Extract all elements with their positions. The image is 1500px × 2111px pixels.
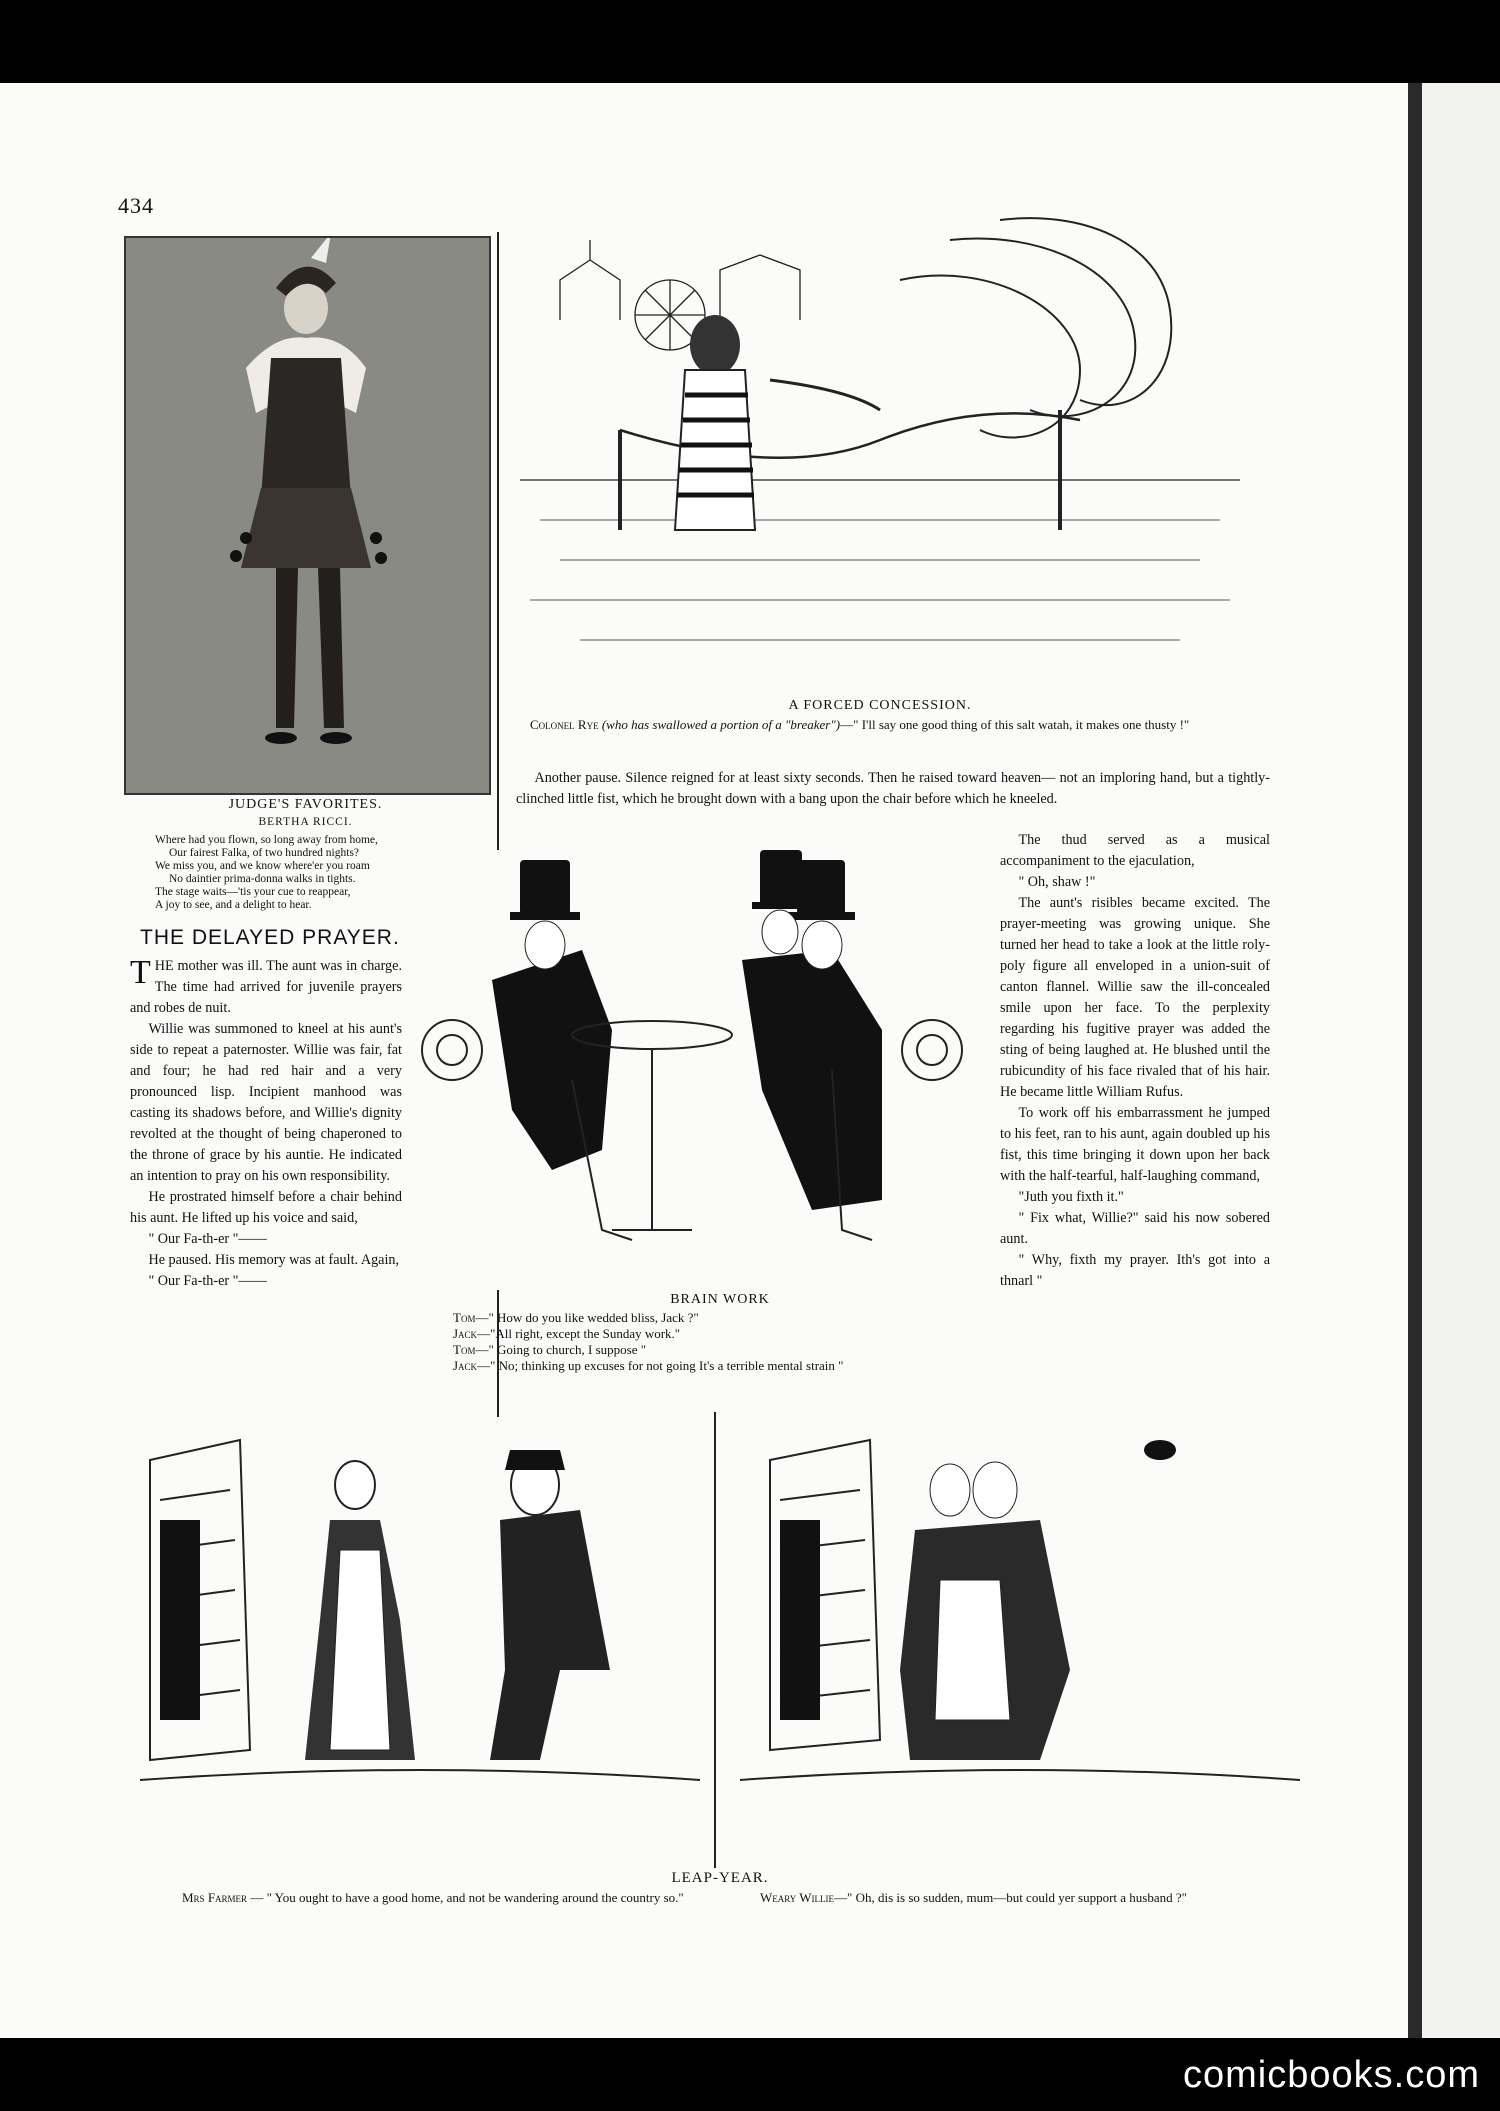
speaker-name: Jack bbox=[453, 1326, 478, 1341]
speaker-name: Tom bbox=[453, 1342, 476, 1357]
embrace-drawing bbox=[740, 1420, 1300, 1860]
dialogue-line bbox=[423, 1358, 1013, 1374]
paragraph: Willie was summoned to kneel at his aunt's side to repeat a paternoster. Willie was fair, fat and four; he had red hair and a very pronounced lisp. Incipient manhood was casting its shadows before, and Willie's dignity revolted at the thought of being chaperoned to the throne of grace by his auntie. He indicated an intention to pray on his own responsibility. bbox=[130, 1021, 402, 1184]
paragraph: " Oh, shaw !" bbox=[1018, 874, 1096, 890]
first-paragraph bbox=[130, 956, 402, 1019]
speaker-name: Tom bbox=[453, 1310, 476, 1325]
poem-line: No daintier prima-donna walks in tights. bbox=[169, 873, 356, 885]
forced-concession-caption bbox=[530, 717, 1280, 733]
favorites-subtitle: BERTHA RICCI. bbox=[258, 816, 353, 828]
brain-work-illustration bbox=[412, 850, 992, 1290]
paragraph: " Our Fa-th-er "—— bbox=[148, 1231, 267, 1247]
speaker-name: Mrs Farmer bbox=[182, 1890, 248, 1905]
delayed-prayer-headline: THE DELAYED PRAYER. bbox=[140, 926, 400, 949]
adjacent-page-edge bbox=[1422, 83, 1500, 2038]
speaker-name: Jack bbox=[453, 1358, 478, 1373]
leap-year-right-caption bbox=[724, 1890, 1294, 1906]
dialogue-line bbox=[423, 1310, 1013, 1326]
dialogue-line bbox=[423, 1326, 1013, 1342]
paragraph: "Juth you fixth it." bbox=[1018, 1189, 1124, 1205]
paragraph: To work off his embarrassment he jumped to his feet, ran to his aunt, again doubled up his fist, this time bringing it down upon her back with the half-tearful, half-laughing command, bbox=[1000, 1105, 1270, 1184]
poem-line: Where had you flown, so long away from home, bbox=[155, 834, 378, 846]
dialogue-line bbox=[423, 1342, 1013, 1358]
farmer-and-tramp-drawing bbox=[140, 1420, 700, 1860]
leap-year-right-illustration bbox=[740, 1420, 1300, 1860]
actress-figure-illustration bbox=[126, 238, 489, 793]
caption-text: — " You ought to have a good home, and not be wandering around the country so." bbox=[247, 1890, 684, 1905]
favorites-title: JUDGE'S FAVORITES. bbox=[228, 797, 383, 812]
poem-line: The stage waits—'tis your cue to reappear, bbox=[155, 886, 351, 898]
first-paragraph-text: HE mother was ill. The aunt was in charge. The time had arrived for juvenile prayers and robes de nuit. bbox=[130, 958, 402, 1016]
page-gutter bbox=[1408, 83, 1422, 2038]
page-number: 434 bbox=[118, 193, 154, 218]
site-watermark: comicbooks.com bbox=[1183, 2054, 1480, 2096]
speaker-quote: —" I'll say one good thing of this salt watah, it makes one thusty !" bbox=[840, 717, 1190, 732]
three-gentlemen-drawing bbox=[412, 850, 992, 1290]
dialogue-text: —" How do you like wedded bliss, Jack ?" bbox=[475, 1310, 699, 1325]
forced-concession-title: A FORCED CONCESSION. bbox=[788, 698, 972, 713]
paragraph: He paused. His memory was at fault. Again, bbox=[148, 1252, 400, 1268]
poem-line: A joy to see, and a delight to hear. bbox=[155, 899, 312, 911]
leap-year-left-caption bbox=[146, 1890, 706, 1906]
bertha-ricci-photo bbox=[124, 236, 491, 795]
delayed-prayer-left-column bbox=[130, 956, 402, 1292]
paragraph: Another pause. Silence reigned for at least sixty seconds. Then he raised toward heaven— not an imploring hand, but a tightly-clinched little fist, which he brought down with a bang upon the chair before which he kneeled. bbox=[516, 770, 1270, 807]
drop-cap: T bbox=[130, 954, 151, 991]
poem-line: We miss you, and we know where'er you roam bbox=[155, 860, 370, 872]
beach-wave-drawing bbox=[520, 200, 1240, 693]
poem-line: Our fairest Falka, of two hundred nights? bbox=[169, 847, 360, 859]
paragraph: The aunt's risibles became excited. The prayer-meeting was growing unique. She turned her head to take a look at the little roly-poly figure all enveloped in a union-suit of canton flannel. Willie saw the ill-concealed smile upon her face. To the perplexity regarding his fugitive prayer was added the sting of being laughed at. He blushed until the rubicundity of his face rivaled that of his hair. He became little William Rufus. bbox=[1000, 895, 1270, 1100]
speaker-note: (who has swallowed a portion of a "breaker") bbox=[601, 717, 841, 732]
speaker-name: Weary Willie bbox=[760, 1890, 835, 1905]
dialogue-text: —"All right, except the Sunday work." bbox=[477, 1326, 681, 1341]
dialogue-text: —" No; thinking up excuses for not going It's a terrible mental strain " bbox=[477, 1358, 844, 1373]
column-rule bbox=[714, 1412, 716, 1868]
delayed-prayer-right-column bbox=[1000, 830, 1270, 1292]
paragraph: He prostrated himself before a chair behind his aunt. He lifted up his voice and said, bbox=[130, 1189, 402, 1226]
caption-text: —" Oh, dis is so sudden, mum—but could yer support a husband ?" bbox=[834, 1890, 1187, 1905]
brain-work-title: BRAIN WORK bbox=[670, 1292, 770, 1307]
prayer-continuation-wide bbox=[516, 768, 1270, 810]
speaker-name: Colonel Rye bbox=[530, 717, 599, 732]
paragraph: " Why, fixth my prayer. Ith's got into a thnarl " bbox=[1000, 1252, 1270, 1289]
leap-year-title: LEAP-YEAR. bbox=[671, 1870, 769, 1886]
paragraph: " Our Fa-th-er "—— bbox=[148, 1273, 267, 1289]
paragraph: The thud served as a musical accompaniment to the ejaculation, bbox=[1000, 832, 1270, 869]
leap-year-left-illustration bbox=[140, 1420, 700, 1860]
brain-work-dialogue bbox=[423, 1310, 1013, 1374]
paragraph: " Fix what, Willie?" said his now sobered aunt. bbox=[1000, 1210, 1270, 1247]
dialogue-text: —" Going to church, I suppose " bbox=[475, 1342, 647, 1357]
forced-concession-illustration bbox=[520, 200, 1240, 693]
